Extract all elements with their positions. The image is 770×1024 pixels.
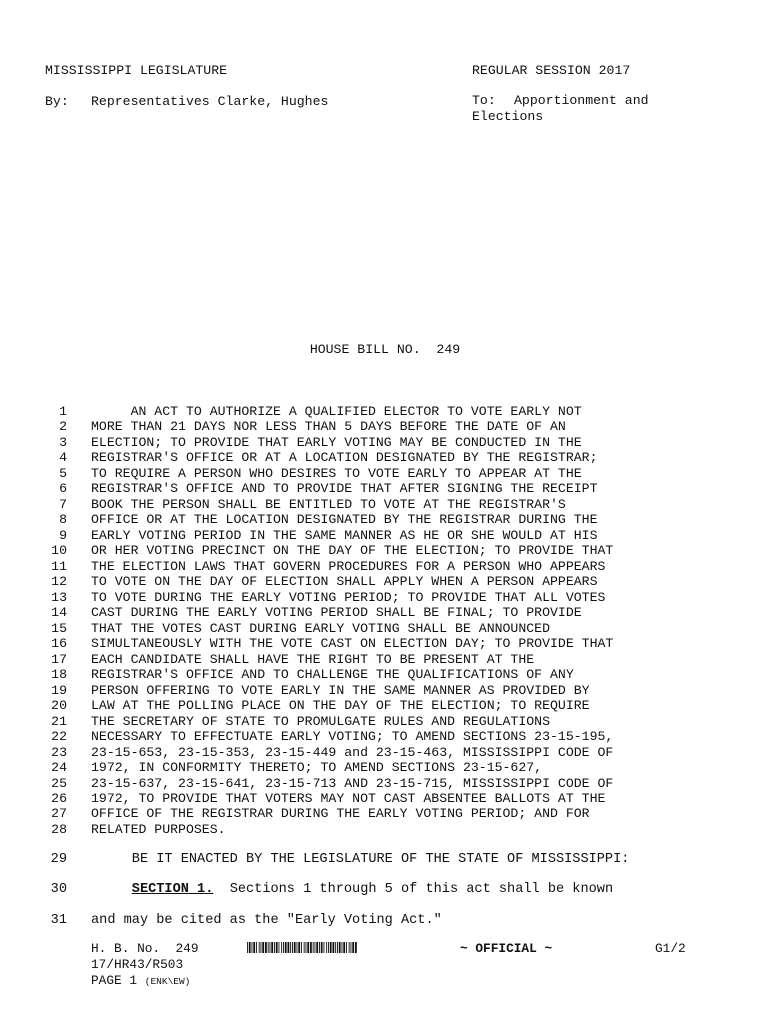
line-number: 5 xyxy=(59,465,67,481)
line-text: LAW AT THE POLLING PLACE ON THE DAY OF THE ELECTION; TO REQUIRE xyxy=(91,698,590,714)
line-text: 1972, IN CONFORMITY THERETO; TO AMEND SECTIONS 23-15-627, xyxy=(91,760,543,776)
line-number: 26 xyxy=(51,791,67,806)
bill-line xyxy=(0,822,770,838)
bill-line xyxy=(0,590,770,606)
line-text: MORE THAN 21 DAYS NOR LESS THAN 5 DAYS BEFORE THE DATE OF AN xyxy=(91,419,566,435)
line-number: 17 xyxy=(51,651,67,667)
line-text: OR HER VOTING PRECINCT ON THE DAY OF THE ELECTION; TO PROVIDE THAT xyxy=(91,543,614,559)
enacting-clause xyxy=(0,852,770,868)
line-text: OFFICE OF THE REGISTRAR DURING THE EARLY VOTING PERIOD; AND FOR xyxy=(91,806,590,822)
bill-line xyxy=(0,574,770,590)
line-number: 20 xyxy=(51,698,67,714)
line-number: 15 xyxy=(51,620,67,636)
line-number: 30 xyxy=(50,882,67,897)
line-number: 1 xyxy=(59,404,67,419)
line-number: 16 xyxy=(51,636,67,652)
legislature-name: MISSISSIPPI LEGISLATURE xyxy=(45,63,228,78)
committee-line-2: Elections xyxy=(472,109,544,124)
line-text: NECESSARY TO EFFECTUATE EARLY VOTING; TO AMEND SECTIONS 23-15-195, xyxy=(91,729,614,745)
line-text: REGISTRAR'S OFFICE AND TO CHALLENGE THE QUALIFICATIONS OF ANY xyxy=(91,667,574,683)
line-text: AN ACT TO AUTHORIZE A QUALIFIED ELECTOR TO VOTE EARLY NOT xyxy=(91,404,582,419)
line-text: THE SECRETARY OF STATE TO PROMULGATE RULES AND REGULATIONS xyxy=(91,713,550,729)
bill-line xyxy=(0,729,770,745)
bill-line xyxy=(0,512,770,528)
bill-line xyxy=(0,745,770,761)
line-number: 9 xyxy=(59,527,67,543)
line-text: CAST DURING THE EARLY VOTING PERIOD SHALL BE FINAL; TO PROVIDE xyxy=(91,605,582,621)
line-number: 27 xyxy=(51,806,67,822)
bill-line xyxy=(0,683,770,699)
line-text: THE ELECTION LAWS THAT GOVERN PROCEDURES FOR A PERSON WHO APPEARS xyxy=(91,558,606,574)
line-number: 21 xyxy=(51,713,67,729)
barcode-icon xyxy=(247,942,357,953)
line-number: 6 xyxy=(59,481,67,497)
line-text xyxy=(91,882,613,898)
bill-line xyxy=(0,776,770,792)
bill-line xyxy=(0,652,770,668)
line-text: PERSON OFFERING TO VOTE EARLY IN THE SAME MANNER AS PROVIDED BY xyxy=(91,682,590,698)
bill-line xyxy=(0,714,770,730)
line-text: ELECTION; TO PROVIDE THAT EARLY VOTING MAY BE CONDUCTED IN THE xyxy=(91,434,582,450)
line-text: RELATED PURPOSES. xyxy=(91,821,226,837)
line-number: 18 xyxy=(51,667,67,683)
line-number: 25 xyxy=(51,775,67,791)
line-number: 23 xyxy=(51,744,67,760)
line-number: 4 xyxy=(59,450,67,466)
to-label: To: xyxy=(472,93,496,108)
line-text: SIMULTANEOUSLY WITH THE VOTE CAST ON ELECTION DAY; TO PROVIDE THAT xyxy=(91,636,614,652)
bill-line xyxy=(0,497,770,513)
line-number: 29 xyxy=(50,852,67,867)
bill-line xyxy=(0,667,770,683)
section-heading: SECTION 1. xyxy=(131,882,214,897)
line-text: BE IT ENACTED BY THE LEGISLATURE OF THE STATE OF MISSISSIPPI: xyxy=(91,852,630,867)
line-number: 13 xyxy=(51,589,67,605)
line-number: 3 xyxy=(59,434,67,450)
bill-line xyxy=(0,404,770,420)
line-text: EACH CANDIDATE SHALL HAVE THE RIGHT TO BE PRESENT AT THE xyxy=(91,651,535,667)
line-text: EARLY VOTING PERIOD IN THE SAME MANNER AS HE OR SHE WOULD AT HIS xyxy=(91,527,598,543)
bill-title: HOUSE BILL NO. 249 xyxy=(309,342,461,357)
bill-line xyxy=(0,559,770,575)
line-number: 2 xyxy=(59,419,67,435)
bill-line xyxy=(0,543,770,559)
line-number: 19 xyxy=(51,682,67,698)
line-text: 23-15-653, 23-15-353, 23-15-449 and 23-15-463, MISSISSIPPI CODE OF xyxy=(91,744,614,760)
line-text: TO VOTE ON THE DAY OF ELECTION SHALL APPLY WHEN A PERSON APPEARS xyxy=(91,574,598,590)
line-text: TO VOTE DURING THE EARLY VOTING PERIOD; TO PROVIDE THAT ALL VOTES xyxy=(91,589,606,605)
official-label: ~ OFFICIAL ~ xyxy=(460,941,553,956)
bill-line xyxy=(0,466,770,482)
section-1-line xyxy=(0,882,770,898)
line-number: 7 xyxy=(59,496,67,512)
bill-line xyxy=(0,605,770,621)
line-number: 22 xyxy=(51,729,67,745)
bill-line xyxy=(0,481,770,497)
line-text: TO REQUIRE A PERSON WHO DESIRES TO VOTE EARLY TO APPEAR AT THE xyxy=(91,465,582,481)
sponsors: Representatives Clarke, Hughes xyxy=(91,94,329,109)
bill-line xyxy=(0,760,770,776)
line-text: BOOK THE PERSON SHALL BE ENTITLED TO VOTE AT THE REGISTRAR'S xyxy=(91,496,566,512)
committee-line-1: Apportionment and xyxy=(514,93,649,108)
by-label: By: xyxy=(45,94,69,109)
line-number: 8 xyxy=(59,512,67,528)
line-number: 24 xyxy=(51,760,67,776)
document-code: 17/HR43/R503 xyxy=(91,957,184,972)
initials: (ENK\EW) xyxy=(144,976,191,987)
line-number: 11 xyxy=(51,558,67,574)
bill-line xyxy=(0,791,770,807)
section-text: Sections 1 through 5 of this act shall be known xyxy=(213,882,614,897)
line-31 xyxy=(0,913,770,929)
indent xyxy=(91,882,132,897)
line-text: 23-15-637, 23-15-641, 23-15-713 AND 23-15-715, MISSISSIPPI CODE OF xyxy=(91,775,614,791)
bill-line xyxy=(0,450,770,466)
line-number: 12 xyxy=(51,574,67,590)
line-number: 14 xyxy=(51,605,67,621)
page-number xyxy=(91,973,190,990)
bill-line xyxy=(0,698,770,714)
page-label: PAGE 1 xyxy=(91,973,138,988)
line-number: 31 xyxy=(50,913,67,928)
line-text: and may be cited as the "Early Voting Act." xyxy=(91,913,442,928)
bill-line xyxy=(0,806,770,822)
line-text: THAT THE VOTES CAST DURING EARLY VOTING SHALL BE ANNOUNCED xyxy=(91,620,550,636)
bill-line xyxy=(0,419,770,435)
page-code: G1/2 xyxy=(655,941,686,956)
line-number: 28 xyxy=(51,821,67,837)
line-text: OFFICE OR AT THE LOCATION DESIGNATED BY THE REGISTRAR DURING THE xyxy=(91,512,598,528)
footer-bill-ref: H. B. No. 249 xyxy=(91,941,199,956)
line-number: 10 xyxy=(51,543,67,559)
line-text: REGISTRAR'S OFFICE OR AT A LOCATION DESIGNATED BY THE REGISTRAR; xyxy=(91,450,598,466)
bill-line xyxy=(0,435,770,451)
bill-line xyxy=(0,528,770,544)
session-label: REGULAR SESSION 2017 xyxy=(472,63,631,78)
bill-line xyxy=(0,621,770,637)
line-text: REGISTRAR'S OFFICE AND TO PROVIDE THAT AFTER SIGNING THE RECEIPT xyxy=(91,481,598,497)
bill-line xyxy=(0,636,770,652)
line-text: 1972, TO PROVIDE THAT VOTERS MAY NOT CAST ABSENTEE BALLOTS AT THE xyxy=(91,791,606,806)
